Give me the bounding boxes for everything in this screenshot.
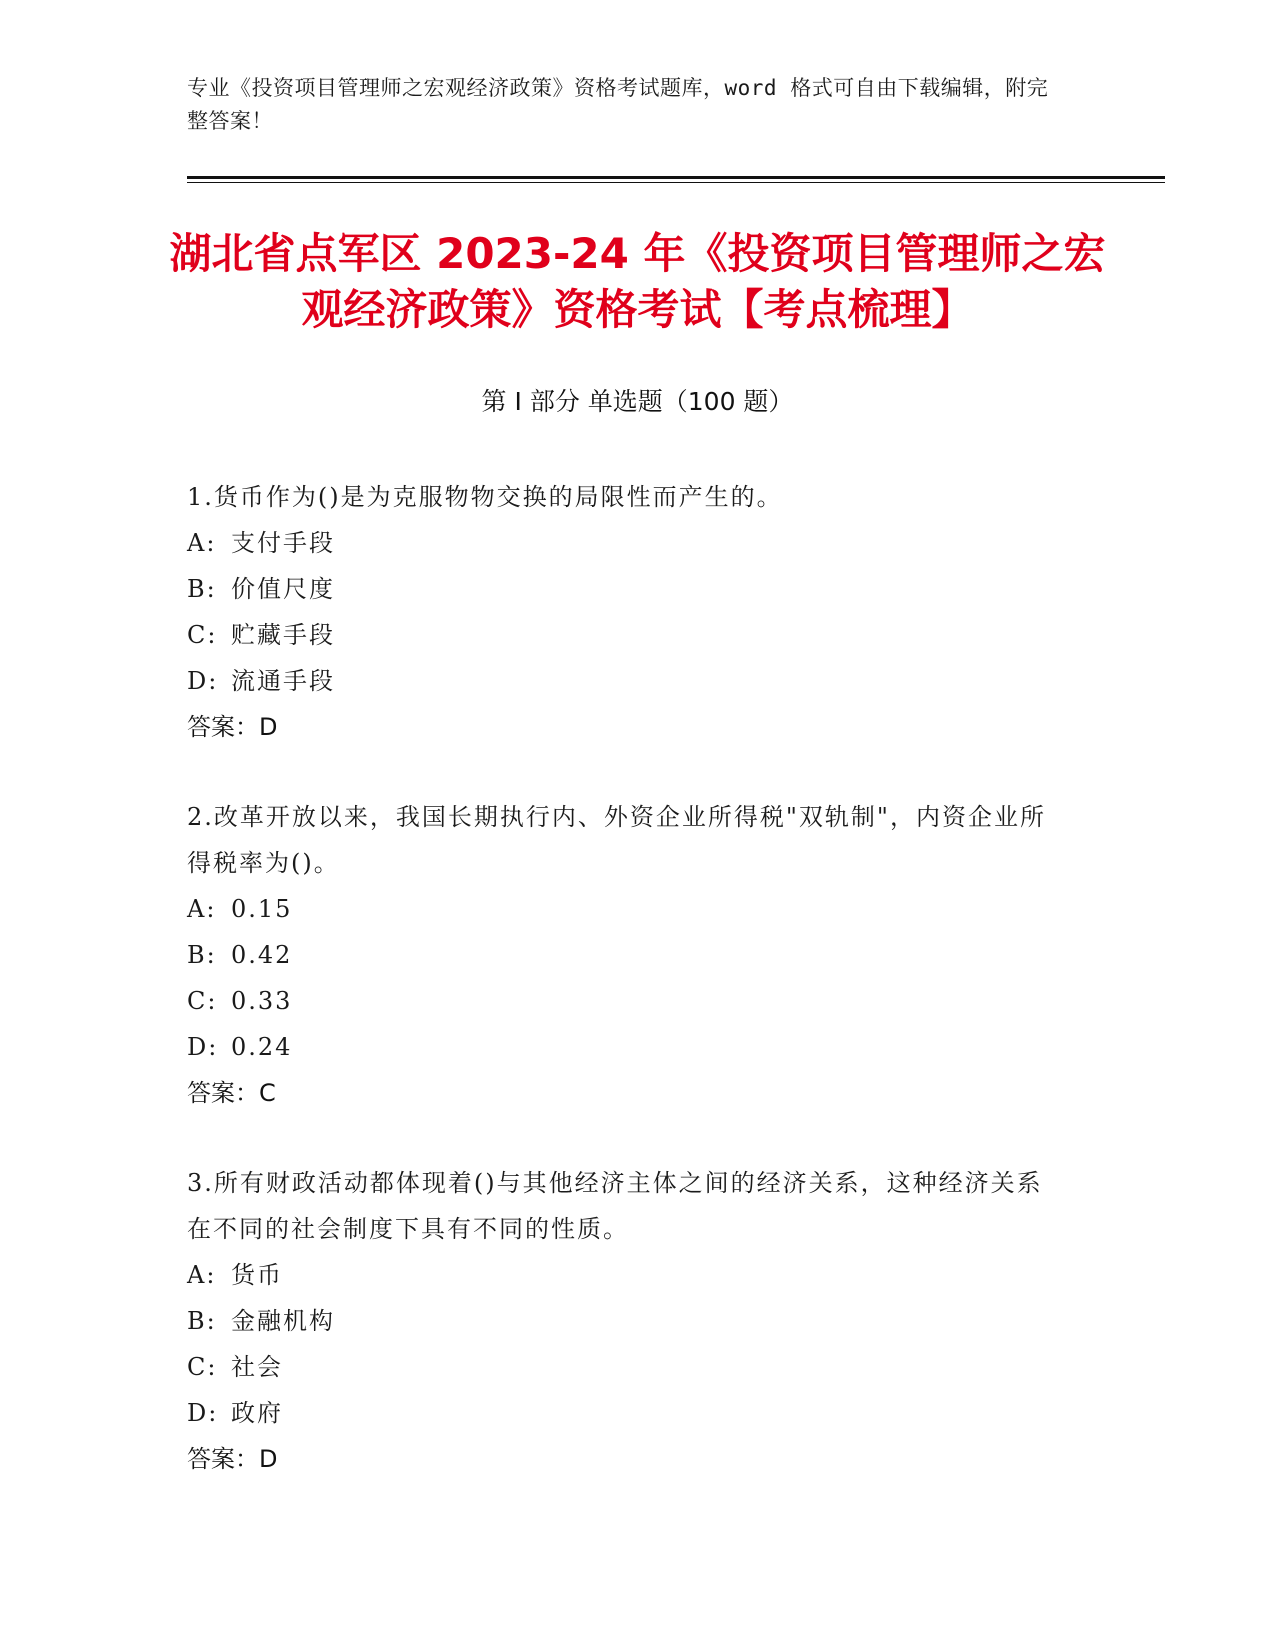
option-d: [187, 1390, 1067, 1436]
option-b: [187, 932, 1067, 978]
document-title: 湖北省点军区 2023-24 年《投资项目管理师之宏观经济政策》资格考试【考点梳理】: [169, 229, 1106, 334]
option-text: 流通手段: [231, 667, 335, 695]
question-1: [187, 474, 1067, 750]
header-divider-thick: [187, 176, 1165, 179]
question-stem: 2.改革开放以来，我国长期执行内、外资企业所得税"双轨制"，内资企业所得税率为()。: [187, 803, 1046, 877]
option-text: 贮藏手段: [231, 621, 335, 649]
question-list: [187, 474, 1067, 1526]
answer-line: [187, 1070, 1067, 1116]
answer-label: 答案：: [187, 713, 259, 741]
option-b: [187, 566, 1067, 612]
option-letter: B:: [187, 1307, 217, 1335]
option-text: 0.24: [231, 1033, 293, 1061]
option-letter: D:: [187, 1033, 219, 1061]
option-b: [187, 1298, 1067, 1344]
answer-line: [187, 1436, 1067, 1482]
option-text: 社会: [231, 1353, 283, 1381]
question-3: [187, 1160, 1067, 1482]
option-letter: D:: [187, 1399, 219, 1427]
option-c: [187, 1344, 1067, 1390]
option-a: [187, 886, 1067, 932]
option-letter: C:: [187, 1353, 218, 1381]
answer-label: 答案：: [187, 1079, 259, 1107]
option-letter: B:: [187, 941, 217, 969]
answer-label: 答案：: [187, 1445, 259, 1473]
option-d: [187, 658, 1067, 704]
option-text: 0.15: [231, 895, 293, 923]
option-text: 货币: [231, 1261, 283, 1289]
option-c: [187, 612, 1067, 658]
header-divider-thin: [187, 182, 1165, 183]
option-text: 0.42: [231, 941, 293, 969]
section-title: 第 I 部分 单选题（100 题）: [481, 387, 794, 416]
option-letter: C:: [187, 621, 218, 649]
question-stem: 3.所有财政活动都体现着()与其他经济主体之间的经济关系，这种经济关系在不同的社会制度下具有不同的性质。: [187, 1169, 1043, 1243]
option-text: 价值尺度: [231, 575, 335, 603]
answer-value: D: [259, 1445, 278, 1473]
answer-line: [187, 704, 1067, 750]
option-letter: A:: [187, 895, 217, 923]
option-letter: A:: [187, 529, 217, 557]
question-stem: 1.货币作为()是为克服物物交换的局限性而产生的。: [187, 483, 783, 511]
option-letter: B:: [187, 575, 217, 603]
option-text: 金融机构: [231, 1307, 335, 1335]
option-letter: A:: [187, 1261, 217, 1289]
option-letter: C:: [187, 987, 218, 1015]
option-a: [187, 520, 1067, 566]
option-d: [187, 1024, 1067, 1070]
option-text: 支付手段: [231, 529, 335, 557]
option-text: 0.33: [231, 987, 293, 1015]
answer-value: C: [259, 1079, 276, 1107]
option-a: [187, 1252, 1067, 1298]
header-note: 专业《投资项目管理师之宏观经济政策》资格考试题库，word 格式可自由下载编辑，附完整答案！: [187, 76, 1049, 133]
question-2: [187, 794, 1067, 1116]
option-c: [187, 978, 1067, 1024]
option-letter: D:: [187, 667, 219, 695]
option-text: 政府: [231, 1399, 283, 1427]
answer-value: D: [259, 713, 278, 741]
